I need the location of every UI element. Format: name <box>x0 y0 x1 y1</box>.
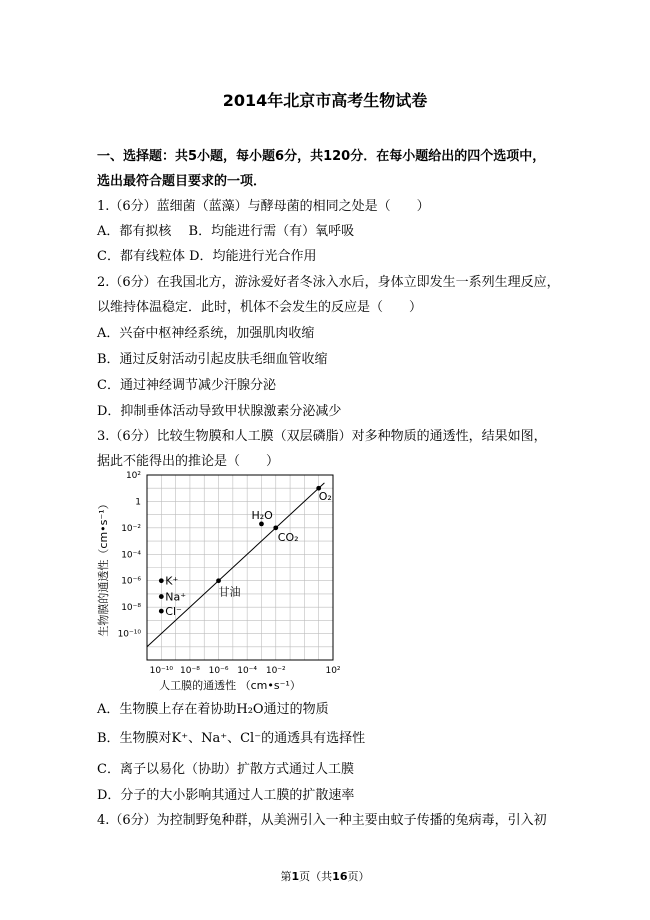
chart-grid <box>147 475 333 660</box>
y-tick-label: 10⁻⁶ <box>121 576 141 587</box>
footer-total-pages: 16 <box>332 870 348 883</box>
x-tick-label: 10⁻⁴ <box>237 666 258 676</box>
section-heading: 一、选择题：共5小题，每小题6分，共120分．在每小题给出的四个选项中， <box>97 149 546 164</box>
reference-line <box>147 483 324 647</box>
q2-option-c: C．通过神经调节减少汗腺分泌 <box>97 378 276 393</box>
data-point <box>259 521 264 526</box>
q2-stem-cont: 以维持体温稳定．此时，机体不会发生的反应是（ ） <box>97 300 423 315</box>
q2-stem: 2.（6分）在我国北方，游泳爱好者冬泳入水后，身体立即发生一系列生理反应， <box>97 275 560 290</box>
q2-option-b: B．通过反射活动引起皮肤毛细血管收缩 <box>97 352 328 367</box>
data-point <box>159 609 164 614</box>
y-tick-label: 10⁻² <box>121 523 141 534</box>
y-tick-label: 10⁻¹⁰ <box>117 629 141 640</box>
data-point <box>273 525 278 530</box>
x-axis-label: 人工膜的通透性 （cm•s⁻¹） <box>159 679 301 692</box>
q3-option-d: D．分子的大小影响其通过人工膜的扩散速率 <box>97 788 355 803</box>
data-point-label: Na⁺ <box>165 590 187 604</box>
q1-options-ab: A．都有拟核 B．均能进行需（有）氧呼吸 <box>97 224 355 239</box>
permeability-chart <box>95 470 345 695</box>
tick-labels <box>118 471 341 676</box>
x-tick-label: 10⁻¹⁰ <box>149 666 174 676</box>
x-tick-label: 10⁻⁸ <box>180 666 200 676</box>
page-footer <box>0 868 650 884</box>
x-tick-label: 10⁻² <box>265 666 286 676</box>
q3-option-b: B．生物膜对K⁺、Na⁺、Cl⁻的通透具有选择性 <box>97 731 366 746</box>
data-point-label: CO₂ <box>277 530 299 544</box>
data-point <box>159 578 164 583</box>
q4-stem: 4.（6分）为控制野兔种群，从美洲引入一种主要由蚊子传播的兔病毒，引入初 <box>97 813 547 828</box>
data-point <box>159 594 164 599</box>
footer-suffix: 页） <box>347 870 370 883</box>
q2-option-a: A．兴奋中枢神经系统，加强肌肉收缩 <box>97 326 315 341</box>
q3-option-c: C．离子以易化（协助）扩散方式通过人工膜 <box>97 762 354 777</box>
q1-stem: 1.（6分）蓝细菌（蓝藻）与酵母菌的相同之处是（ ） <box>97 199 430 214</box>
data-point-label: 甘油 <box>218 585 241 599</box>
q3-option-a: A．生物膜上存在着协助H₂O通过的物质 <box>97 702 329 717</box>
y-tick-label: 1 <box>135 497 141 508</box>
data-point-label: Cl⁻ <box>165 605 182 619</box>
data-points <box>159 486 332 618</box>
q3-stem-cont: 据此不能得出的推论是（ ） <box>97 454 280 469</box>
data-point-label: K⁺ <box>165 574 179 588</box>
y-tick-label: 10² <box>125 471 141 481</box>
x-tick-label: 10⁻⁶ <box>208 666 229 676</box>
y-axis-label: 生物膜的通透性（cm•s⁻¹） <box>97 498 110 637</box>
y-tick-label: 10⁻⁸ <box>121 603 141 614</box>
footer-page-number: 1 <box>291 870 300 883</box>
page-title: 2014年北京市高考生物试卷 <box>222 91 428 110</box>
q1-options-cd: C．都有线粒体 D．均能进行光合作用 <box>97 249 317 264</box>
footer-middle: 页（共 <box>299 870 333 883</box>
data-point-label: O₂ <box>318 490 332 504</box>
data-point-label: H₂O <box>251 508 273 522</box>
q2-option-d: D．抑制垂体活动导致甲状腺激素分泌减少 <box>97 404 342 419</box>
data-point <box>216 578 221 583</box>
q3-stem: 3.（6分）比较生物膜和人工膜（双层磷脂）对多种物质的通透性，结果如图， <box>97 429 547 444</box>
section-heading-cont: 选出最符合题目要求的一项． <box>97 174 267 189</box>
y-tick-label: 10⁻⁴ <box>121 550 141 561</box>
footer-prefix: 第 <box>280 870 292 883</box>
x-tick-label: 10² <box>325 666 341 676</box>
